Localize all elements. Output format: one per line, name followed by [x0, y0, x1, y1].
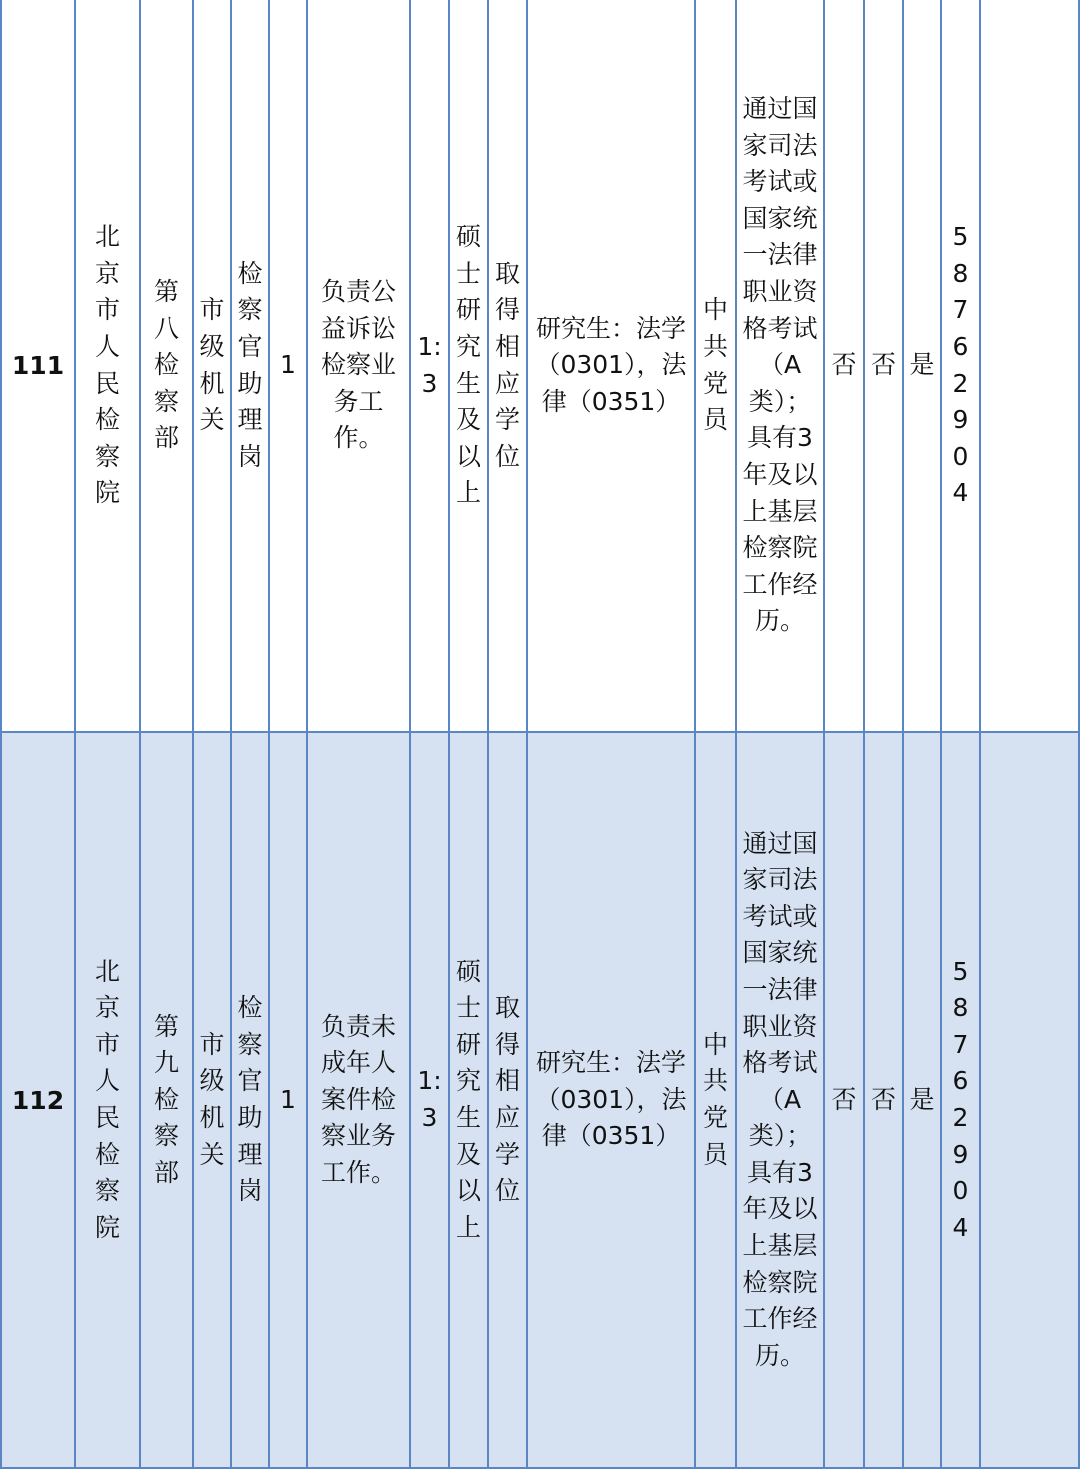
row-number-cell: 112	[0, 733, 76, 1467]
position-cell: 检察官助理岗	[232, 733, 270, 1467]
unit-cell: 北京市人民检察院	[76, 733, 141, 1467]
count-cell: 1	[270, 0, 308, 731]
table-row	[0, 733, 1080, 1469]
major-cell: 研究生：法学（0301），法律（0351）	[528, 0, 696, 731]
department-cell: 第八检察部	[141, 0, 194, 731]
phone-cell: 58762904	[942, 0, 981, 731]
phone-cell: 58762904	[942, 733, 981, 1467]
degree-cell: 取得相应学位	[489, 0, 528, 731]
major-cell: 研究生：法学（0301），法律（0351）	[528, 733, 696, 1467]
row-number-cell: 111	[0, 0, 76, 731]
duty-cell: 负责公益诉讼检察业务工作。	[308, 0, 411, 731]
duty-cell: 负责未成年人案件检察业务工作。	[308, 733, 411, 1467]
ratio-cell: 1:3	[411, 733, 450, 1467]
education-cell: 硕士研究生及以上	[450, 0, 489, 731]
politics-cell: 中共党员	[696, 733, 737, 1467]
table-row	[0, 0, 1080, 733]
flag-cell: 否	[865, 733, 904, 1467]
flag-cell: 是	[904, 733, 942, 1467]
flag-cell: 是	[904, 0, 942, 731]
requirement-cell: 通过国家司法考试或国家统一法律职业资格考试（A类）；具有3年及以上基层检察院工作经历。	[737, 733, 825, 1467]
politics-cell: 中共党员	[696, 0, 737, 731]
count-cell: 1	[270, 733, 308, 1467]
flag-cell: 否	[825, 0, 865, 731]
position-cell: 检察官助理岗	[232, 0, 270, 731]
level-cell: 市级机关	[194, 0, 232, 731]
unit-cell: 北京市人民检察院	[76, 0, 141, 731]
degree-cell: 取得相应学位	[489, 733, 528, 1467]
note-cell	[981, 733, 1080, 1467]
flag-cell: 否	[825, 733, 865, 1467]
ratio-cell: 1:3	[411, 0, 450, 731]
requirement-cell: 通过国家司法考试或国家统一法律职业资格考试（A类）；具有3年及以上基层检察院工作经历。	[737, 0, 825, 731]
department-cell: 第九检察部	[141, 733, 194, 1467]
flag-cell: 否	[865, 0, 904, 731]
note-cell	[981, 0, 1080, 731]
level-cell: 市级机关	[194, 733, 232, 1467]
education-cell: 硕士研究生及以上	[450, 733, 489, 1467]
